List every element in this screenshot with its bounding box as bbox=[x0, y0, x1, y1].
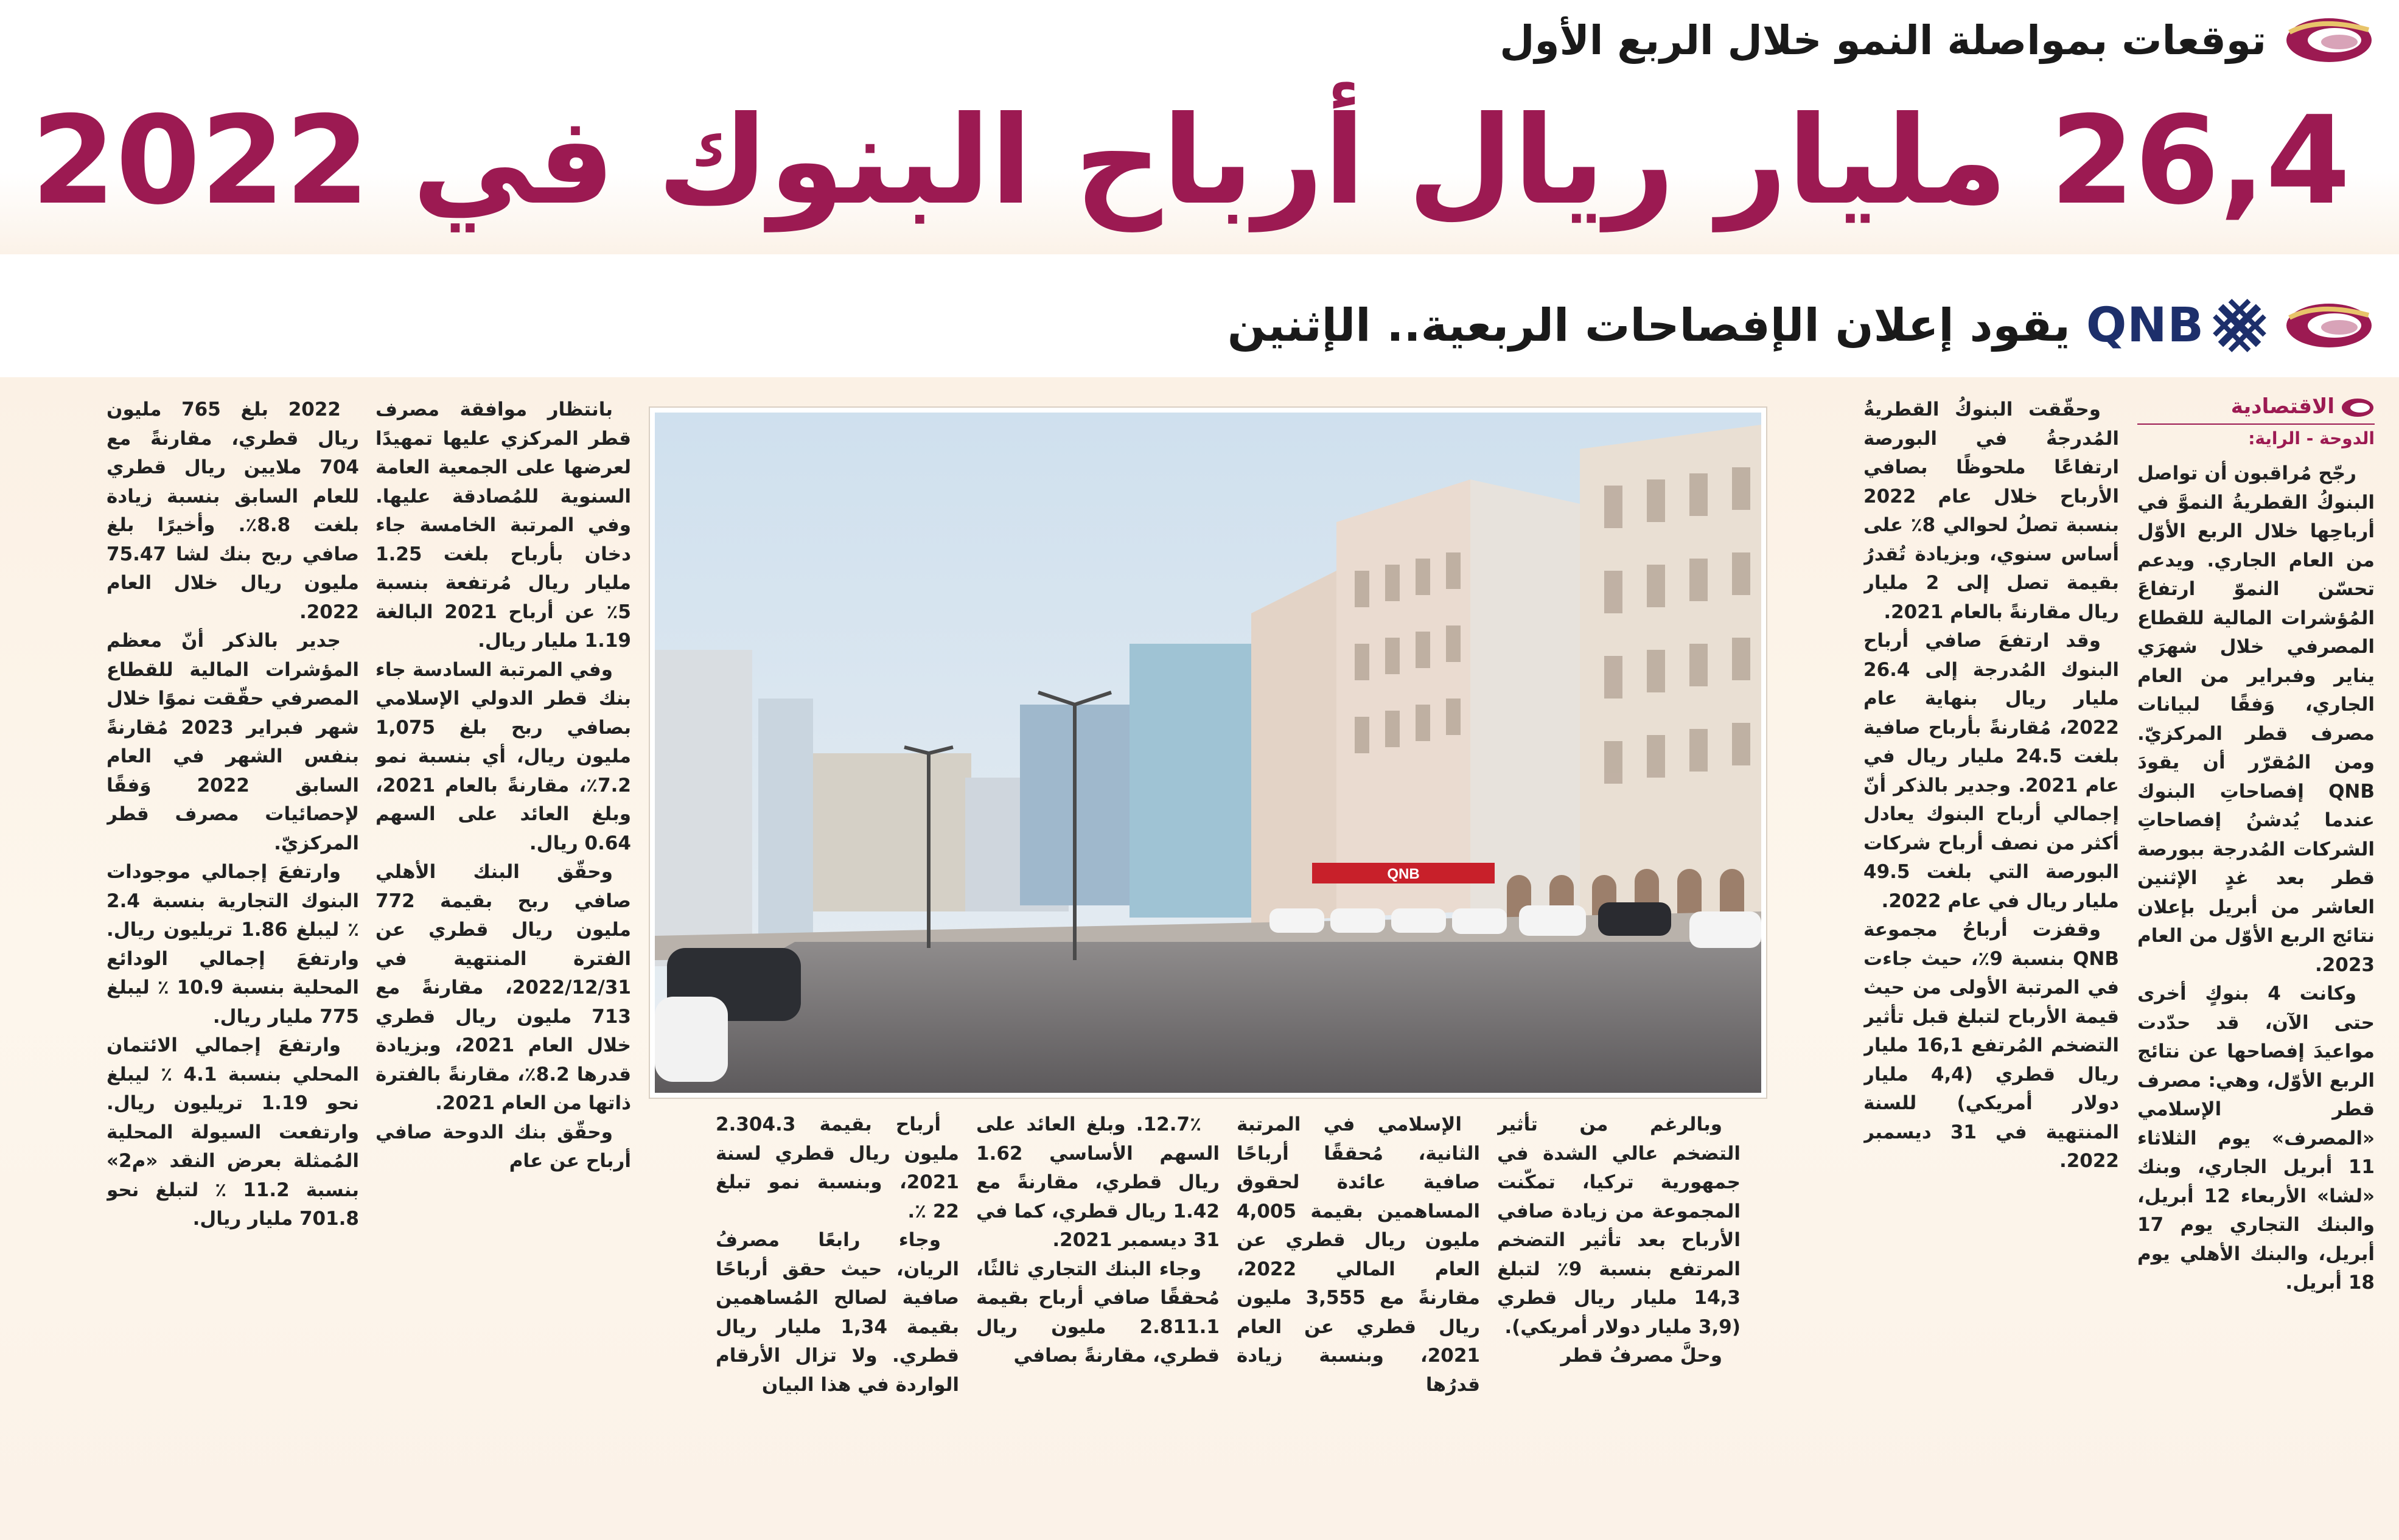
paragraph: وجاء رابعًا مصرفُ الريان، حيث حقق أرباحًا صافية لصالح المُساهمين بقيمة 1,34 مليار ريال قطري. ولا تزال الأرقام الواردة في هذا البيان bbox=[716, 1229, 959, 1396]
paragraph: الإسلامي في المرتبة الثانية، مُحققًا أرباحًا صافية عائدة لحقوق المساهمين بقيمة 4,005 مليون ريال قطري عن العام المالي 2022، مقارنةً مع 3,555 مليون ريال قطري عن العام 2021، وبنسبة زيادة قدرُها bbox=[1237, 1113, 1480, 1396]
road bbox=[655, 942, 1761, 1093]
paragraph: وقفزت أرباحُ مجموعة QNB بنسبة 9٪، حيث جاءت في المرتبة الأولى من حيث قيمة الأرباح لتبلغ قبل تأثير التضخم المُرتفع 16,1 مليار ريال قطري (4,4 مليار دولار أمريكي) للسنة المنتهية في 31 ديسمبر 2022. bbox=[1863, 919, 2119, 1172]
building bbox=[1470, 479, 1580, 918]
article-column-3 bbox=[1497, 1110, 1741, 1518]
kicker: توقعات بمواصلة النمو خلال الربع الأول bbox=[1500, 16, 2266, 64]
street-photo bbox=[650, 408, 1766, 1098]
paragraph: وحقّق بنك الدوحة صافي أرباح عن عام bbox=[375, 1121, 631, 1172]
kicker-row bbox=[1500, 9, 2375, 72]
raya-logo-icon bbox=[2283, 14, 2375, 66]
article-column-6 bbox=[716, 1110, 959, 1518]
paragraph: أرباح بقيمة 2.304.3 مليون ريال قطري لسنة 2021، وبنسبة نمو تبلغ 22 ٪. bbox=[716, 1113, 959, 1222]
paragraph: وجاء البنك التجاري ثالثًا، مُحققًا صافي أرباح بقيمة 2.811.1 مليون ريال قطري، مقارنةً بصافي bbox=[976, 1258, 1220, 1367]
paragraph: وفي المرتبة السادسة جاء بنك قطر الدولي الإسلامي بصافي ربح بلغ 1,075 مليون ريال، أي بنسبة نمو 7.2٪، مقارنةً بالعام 2021، وبلغ العائد على السهم 0.64 ريال. bbox=[375, 658, 631, 854]
paragraph: رجّح مُراقبون أن تواصل البنوكُ القطريةُ النموَّ في أرباحِها خلال الربع الأوّل من العام الجاري. ويدعم تحسّن النموّ ارتفاعَ المُؤشرات المالية للقطاع المصرفي خلال شهرَي يناير وفبراير من العام الجاري، وَفقًا لبيانات مصرف قطر المركزيّ. ومن المُقرّر أن يقودَ QNB إفصاحاتِ البنوك عندما يُدشنُ إفصاحاتِ الشركات المُدرجة ببورصة قطر بعد غدٍ الإثنين العاشر من أبريل بإعلان نتائج الربع الأوّل من العام 2023. bbox=[2137, 462, 2375, 976]
qnb-star-icon bbox=[2212, 298, 2268, 354]
article-column-8 bbox=[107, 395, 359, 1518]
qnb-logo-text: QNB bbox=[2086, 298, 2204, 353]
paragraph: وارتفعَ إجمالي الائتمان المحلي بنسبة 4.1 ٪ ليبلغ نحو 1.19 تريليون ريال. وارتفعت السيولة المحلية المُمثلة بعرض النقد «م2» بنسبة 11.2 ٪ لتبلغ نحو 701.8 مليار ريال. bbox=[107, 1034, 359, 1230]
paragraph: وحلَّ مصرفُ قطر bbox=[1560, 1345, 1722, 1367]
bank-sign: QNB bbox=[1387, 866, 1420, 882]
paragraph: وحقّق البنك الأهلي صافي ربح بقيمة 772 مليون ريال قطري عن الفترة المنتهية في 2022/12/31، مقارنةً مع 713 مليون ريال قطري خلال العام 2021، وبزيادة قدرها 8.2٪، مقارنةً بالفترة ذاتها من العام 2021. bbox=[375, 861, 631, 1114]
paragraph: بانتظار موافقة مصرف قطر المركزي عليها تمهيدًا لعرضها على الجمعية العامة السنوية للمُصادقة عليها. وفي المرتبة الخامسة جاء دخان بأرباح بلغت 1.25 مليار ريال مُرتفعة بنسبة 5٪ عن أرباح 2021 البالغة 1.19 مليار ريال. bbox=[375, 399, 631, 652]
headline: 26,4 مليار ريال أرباح البنوك في 2022 bbox=[30, 90, 2350, 232]
article-column-2 bbox=[1863, 395, 2119, 1518]
paragraph: وبالرغم من تأثير التضخم عالي الشدة في جمهورية تركيا، تمكّنت المجموعة من زيادة صافي الأرباح بعد تأثير التضخم المرتفع بنسبة 9٪ لتبلغ 14,3 مليار ريال قطري (3,9 مليار دولار أمريكي). bbox=[1497, 1113, 1741, 1338]
section-divider bbox=[2137, 423, 2375, 425]
subhead-row bbox=[73, 286, 2375, 365]
article-column-5 bbox=[976, 1110, 1220, 1518]
building bbox=[813, 753, 971, 911]
building bbox=[758, 699, 813, 942]
article-column-1 bbox=[2137, 459, 2375, 1518]
street-photo-image bbox=[655, 413, 1761, 1093]
section-tag bbox=[2137, 394, 2375, 461]
subheadline: يقود إعلان الإفصاحات الربعية.. الإثنين bbox=[1227, 299, 2070, 352]
article-column-7 bbox=[375, 395, 631, 1518]
dateline: الدوحة - الراية: bbox=[2248, 428, 2375, 448]
building bbox=[1020, 705, 1136, 905]
qnb-logo bbox=[2086, 298, 2268, 354]
paragraph: وارتفعَ إجمالي موجودات البنوك التجارية بنسبة 2.4 ٪ ليبلغ 1.86 تريليون ريال. وارتفعَ إجمالي الودائع المحلية بنسبة 10.9 ٪ ليبلغ 775 مليار ريال. bbox=[107, 861, 359, 1028]
building bbox=[655, 650, 752, 966]
raya-logo-icon bbox=[2283, 299, 2375, 352]
paragraph: وحقّقت البنوكُ القطريةُ المُدرجةُ في البورصة ارتفاعًا ملحوظًا بصافي الأرباح خلال عام 2022 بنسبة تصلُ لحوالي 8٪ على أساس سنوي، وبزيادة تُقدرُ بقيمة تصل إلى 2 مليار ريال مقارنةً بالعام 2021. bbox=[1863, 399, 2119, 623]
paragraph: وقد ارتفعَ صافي أرباح البنوك المُدرجة إلى 26.4 مليار ريال بنهاية عام 2022، مُقارنةً بأرباح صافية بلغت 24.5 مليار ريال في عام 2021. وجدير بالذكر أنّ إجمالي أرباح البنوك يعادل أكثر من نصف أرباح شركات البورصة التي بلغت 49.5 مليار ريال في عام 2022. bbox=[1863, 630, 2119, 912]
paragraph: وكانت 4 بنوكٍ أخرى حتى الآن، قد حدّدت مواعيدَ إفصاحها عن نتائج الربع الأوّل، وهي: مصرف قطر الإسلامي «المصرف» يوم الثلاثاء 11 أبريل الجاري، وبنك «لشا» الأربعاء 12 أبريل، والبنك التجاري يوم 17 أبريل، والبنك الأهلي يوم 18 أبريل. bbox=[2137, 983, 2375, 1294]
paragraph: 12.7٪. وبلغ العائد على السهم الأساسي 1.62 ريال قطري، مقارنةً مع 1.42 ريال قطري، كما في 31 ديسمبر 2021. bbox=[976, 1113, 1220, 1251]
section-name: الاقتصادية bbox=[2230, 394, 2334, 419]
paragraph: جدير بالذكر أنّ معظم المؤشرات المالية للقطاع المصرفي حقّقت نموًا خلال شهر فبراير 2023 مُقارنةً بنفس الشهر في العام السابق 2022 وَفقًا لإحصائيات مصرف قطر المركزيّ. bbox=[107, 630, 359, 854]
article-column-4 bbox=[1237, 1110, 1480, 1518]
section-logo-icon bbox=[2341, 397, 2375, 419]
paragraph: 2022 بلغ 765 مليون ريال قطري، مقارنةً مع 704 ملايين ريال قطري للعام السابق بنسبة زيادة بلغت 8.8٪. وأخيرًا بلغ صافي ربح بنك لشا 75.47 مليون ريال خلال العام 2022. bbox=[107, 399, 359, 623]
